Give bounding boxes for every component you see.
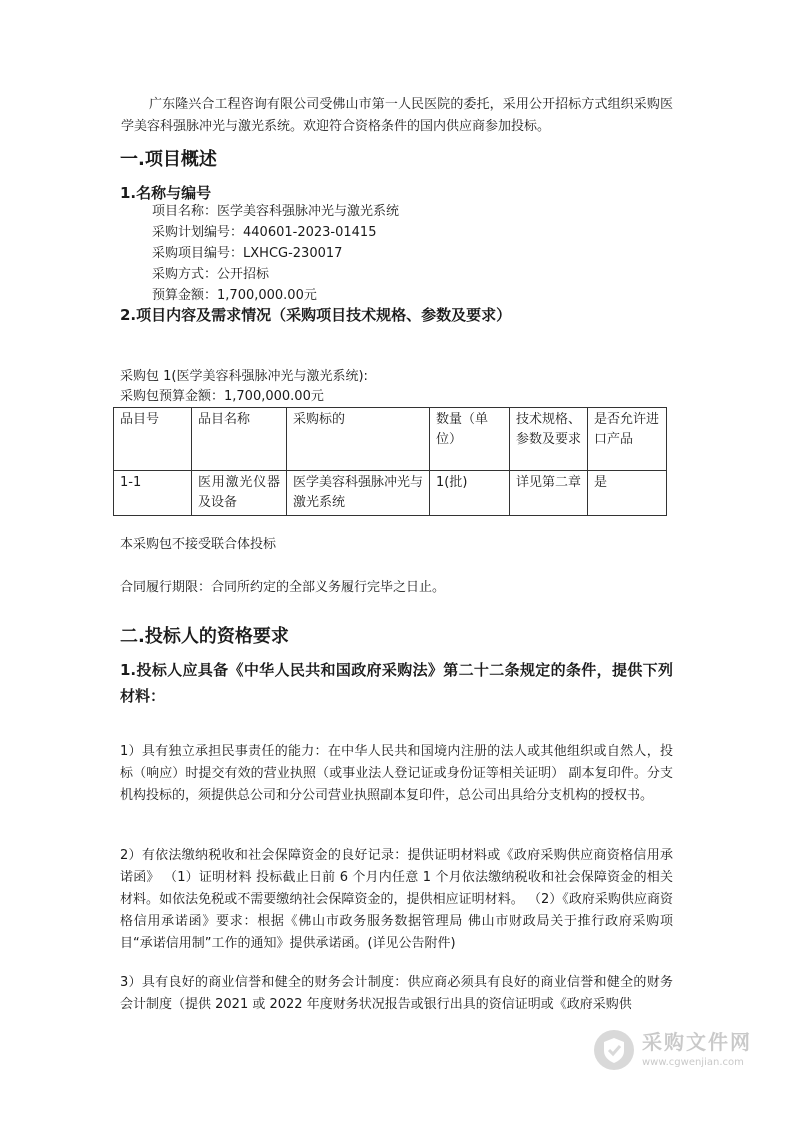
intro-paragraph: 广东隆兴合工程咨询有限公司受佛山市第一人民医院的委托，采用公开招标方式组织采购医学美容科强脉冲光与激光系统。欢迎符合资格条件的国内供应商参加投标。 xyxy=(121,97,673,134)
procurement-table xyxy=(113,407,667,516)
section2-sub1-title: 1.投标人应具备《中华人民共和国政府采购法》第二十二条规定的条件，提供下列材料： xyxy=(120,661,673,705)
table-cell: 是 xyxy=(588,471,667,516)
field-label: 采购项目编号： xyxy=(152,246,244,261)
table-cell: 1(批) xyxy=(430,471,510,516)
table-header-row xyxy=(114,408,667,471)
watermark-url: www.cgwenjian.com xyxy=(642,1057,744,1068)
field-value: LXHCG-230017 xyxy=(243,246,343,261)
no-consortium-note: 本采购包不接受联合体投标 xyxy=(120,537,277,552)
section1-title: 一.项目概述 xyxy=(120,149,217,170)
table-header-cell: 品目名称 xyxy=(192,408,287,471)
table-header-cell: 数量（单位） xyxy=(430,408,510,471)
shield-check-icon xyxy=(594,1030,634,1070)
table-header-cell: 采购标的 xyxy=(287,408,430,471)
package-budget: 采购包预算金额：1,700,000.00元 xyxy=(120,389,324,404)
field-label: 采购方式： xyxy=(152,267,218,282)
qualification-item-3: 3）具有良好的商业信誉和健全的财务会计制度：供应商必须具有良好的商业信誉和健全的财务会计制度（提供 2021 或 2022 年度财务状况报告或银行出具的资信证明或《政府采购供 xyxy=(120,975,673,1012)
package-line: 采购包 1(医学美容科强脉冲光与激光系统): xyxy=(120,369,368,384)
section1-sub2-title: 2.项目内容及需求情况（采购项目技术规格、参数及要求） xyxy=(120,306,512,324)
field-label: 预算金额： xyxy=(152,288,218,303)
table-cell: 医学美容科强脉冲光与激光系统 xyxy=(287,471,430,516)
project-field-plan-number xyxy=(152,222,376,244)
watermark xyxy=(594,1026,754,1078)
section2-title: 二.投标人的资格要求 xyxy=(120,626,289,647)
table-row xyxy=(114,471,667,516)
table-header-cell: 是否允许进口产品 xyxy=(588,408,667,471)
project-field-method xyxy=(152,264,269,286)
watermark-title: 采购文件网 xyxy=(642,1030,752,1054)
table-cell: 医用激光仪器及设备 xyxy=(192,471,287,516)
qualification-item-2: 2）有依法缴纳税收和社会保障资金的良好记录：提供证明材料或《政府采购供应商资格信用承诺函》 （1）证明材料 投标截止日前 6 个月内任意 1 个月依法缴纳税收和社会保障资金的相关材料。如依法免税或不需要缴纳社会保障资金的，提供相应证明材料。 （2）《政府采购供应商资格信用承诺函》要求：根据《佛山市政务服务数据管理局 佛山市财政局关于推行政府采购项目“承诺信用制”工作的通知》提供承诺函。(详见公告附件) xyxy=(120,848,673,951)
field-value: 公开招标 xyxy=(217,267,270,282)
qualification-item-1: 1）具有独立承担民事责任的能力：在中华人民共和国境内注册的法人或其他组织或自然人，投标（响应）时提交有效的营业执照（或事业法人登记证或身份证等相关证明） 副本复印件。分支机构投标的，须提供总公司和分公司营业执照副本复印件，总公司出具给分支机构的授权书。 xyxy=(120,744,673,803)
table-header-cell: 品目号 xyxy=(114,408,192,471)
table-cell: 1-1 xyxy=(114,471,192,516)
project-field-name xyxy=(152,201,399,223)
field-label: 采购计划编号： xyxy=(152,225,244,240)
field-value: 医学美容科强脉冲光与激光系统 xyxy=(217,204,400,219)
section1-sub1-title: 1.名称与编号 xyxy=(120,184,212,202)
project-field-project-number xyxy=(152,243,342,265)
table-header-cell: 技术规格、参数及要求 xyxy=(510,408,588,471)
field-value: 440601-2023-01415 xyxy=(243,225,377,240)
contract-period: 合同履行期限：合同所约定的全部义务履行完毕之日止。 xyxy=(120,580,446,595)
field-value: 1,700,000.00元 xyxy=(217,288,317,303)
field-label: 项目名称： xyxy=(152,204,218,219)
table-cell: 详见第二章 xyxy=(510,471,588,516)
